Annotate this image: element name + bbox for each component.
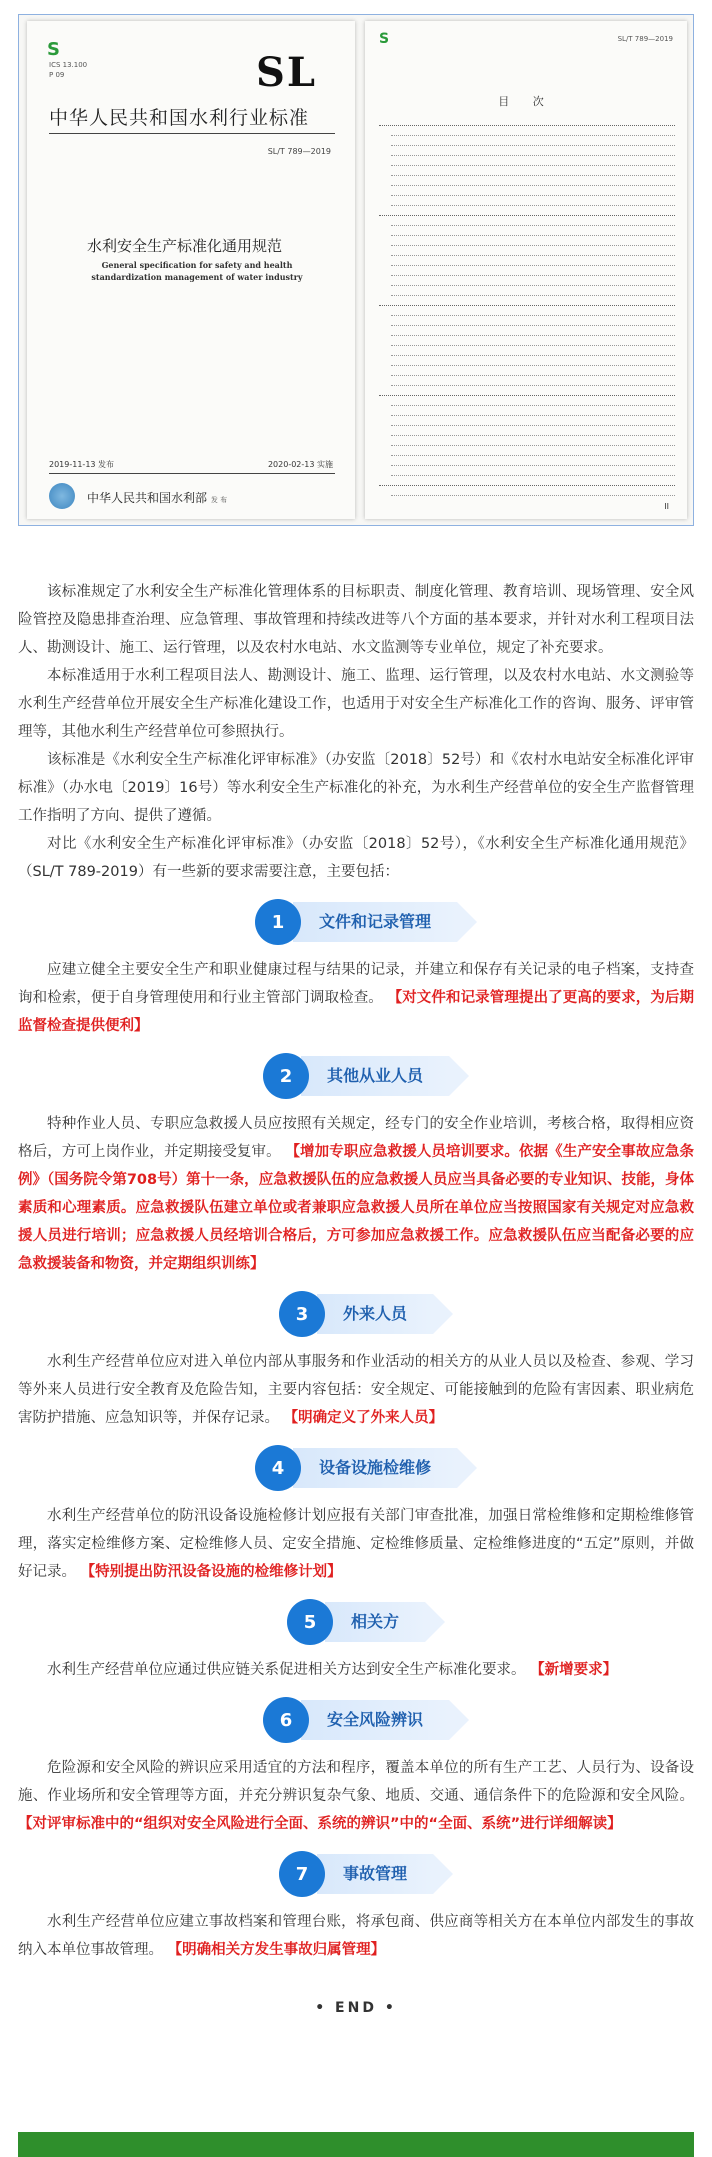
section-header: [18, 1594, 694, 1650]
toc-entry-line: [391, 175, 675, 177]
toc-entry-line: [391, 135, 675, 137]
toc-entry-line: [379, 485, 675, 487]
toc-entry-line: [391, 455, 675, 457]
toc-entry-line: [391, 195, 675, 197]
toc-entry-line: [391, 245, 675, 247]
section-header: [18, 1286, 694, 1342]
publisher-name: 中华人民共和国水利部: [87, 491, 208, 505]
toc-entry-line: [391, 335, 675, 337]
section-note: 【增加专职应急救援人员培训要求。依据《生产安全事故应急条例》（国务院令第708号）第十一条，应急救援队伍的应急救援人员应当具备必要的专业知识、技能，身体素质和心理素质。应急救援队伍建立单位或者兼职应急救援人员所在单位应当按照国家有关规定对应急救援人员进行培训；应急救援人员经培训合格后，方可参加应急救援工作。应急救援队伍应当配备必要的应急救援装备和物资，并定期组织训练】: [18, 1144, 695, 1272]
cover-title: 水利安全生产标准化通用规范: [87, 237, 283, 255]
toc-entry-line: [379, 125, 675, 127]
section-badge: [279, 1851, 433, 1897]
toc-entry-line: [391, 465, 675, 467]
section-header: [18, 1048, 694, 1104]
section-text: 水利生产经营单位的防汛设备设施检修计划应报有关部门审查批准，加强日常检维修和定期检维修管理，落实定检维修方案、定检维修人员、定安全措施、定检维修质量、定检维修进度的“五定”原则，并做好记录。: [18, 1508, 694, 1580]
section-number: 5: [287, 1599, 333, 1645]
cover-code: SL/T 789—2019: [267, 147, 331, 156]
section-text: 特种作业人员、专职应急救援人员应按照有关规定，经专门的安全作业培训，考核合格，取得相应资格后，方可上岗作业，并定期接受复审。: [18, 1116, 694, 1160]
intro-paragraph: 本标准适用于水利工程项目法人、勘测设计、施工、监理、运行管理，以及农村水电站、水文测验等水利生产经营单位开展安全生产标准化建设工作，也适用于对安全生产标准化工作的咨询、服务、评审管理等，其他水利生产经营单位可参照执行。: [18, 668, 694, 740]
section-title: 安全风险辨识: [301, 1700, 449, 1740]
section-text: 应建立健全主要安全生产和职业健康过程与结果的记录，并建立和保存有关记录的电子档案，支持查询和检索，便于自身管理使用和行业主管部门调取检查。: [18, 962, 694, 1006]
section-number: 1: [255, 899, 301, 945]
section-number: 4: [255, 1445, 301, 1491]
cover-rule: [49, 133, 335, 134]
section-number: 3: [279, 1291, 325, 1337]
toc-entry-line: [391, 235, 675, 237]
section-text: 水利生产经营单位应通过供应链关系促进相关方达到安全生产标准化要求。: [47, 1662, 526, 1678]
publisher-suffix: 发 布: [210, 496, 228, 504]
section-title: 文件和记录管理: [293, 902, 457, 942]
standard-cover-image: [18, 14, 694, 526]
toc-entry-line: [391, 295, 675, 297]
intro: [18, 578, 694, 886]
section-badge: [263, 1053, 449, 1099]
issue-date: 2019-11-13 发布: [49, 460, 115, 469]
section-badge: [279, 1291, 433, 1337]
toc-entry-line: [391, 145, 675, 147]
intro-paragraph: 该标准是《水利安全生产标准化评审标准》（办安监〔2018〕52号）和《农村水电站安全标准化评审标准》（办水电〔2019〕16号）等水利安全生产标准化的补充，为水利生产经营单位的安全生产监督管理工作指明了方向、提供了遵循。: [18, 752, 694, 824]
toc-entry-line: [391, 435, 675, 437]
section-text: 水利生产经营单位应建立事故档案和管理台账，将承包商、供应商等相关方在本单位内部发生的事故纳入本单位事故管理。: [18, 1914, 694, 1958]
standard-logo-icon: S: [47, 39, 60, 60]
toc-entry-line: [391, 415, 675, 417]
section-title: 其他从业人员: [301, 1056, 449, 1096]
toc-entry-line: [391, 275, 675, 277]
section-text: 水利生产经营单位应对进入单位内部从事服务和作业活动的相关方的从业人员以及检查、参观、学习等外来人员进行安全教育及危险告知，主要内容包括：安全规定、可能接触到的危险有害因素、职业病危害防护措施、应急知识等，并保存记录。: [18, 1354, 694, 1426]
section-text: 危险源和安全风险的辨识应采用适宜的方法和程序，覆盖本单位的所有生产工艺、人员行为、设备设施、作业场所和安全管理等方面，并充分辨识复杂气象、地质、交通、通信条件下的危险源和安全风险。: [18, 1760, 694, 1804]
section-note: 【明确定义了外来人员】: [283, 1410, 444, 1426]
standard-org: 中华人民共和国水利行业标准: [49, 107, 310, 129]
section-number: 6: [263, 1697, 309, 1743]
section-title: 设备设施检维修: [293, 1448, 457, 1488]
toc-entry-line: [391, 265, 675, 267]
cover-bottom-rule: [49, 473, 335, 474]
section-body: [18, 1348, 694, 1432]
sl-mark: SL: [255, 49, 317, 96]
toc-entry-line: [391, 425, 675, 427]
section-number: 2: [263, 1053, 309, 1099]
toc-entry-line: [391, 475, 675, 477]
toc-entry-line: [379, 395, 675, 397]
toc-entry-line: [391, 405, 675, 407]
toc-entry-line: [391, 365, 675, 367]
section-body: [18, 1754, 694, 1838]
end-mark: • END •: [315, 2000, 397, 2016]
toc-entry-line: [391, 325, 675, 327]
ministry-seal-icon: [49, 483, 75, 509]
ics-code: ICS 13.100: [49, 61, 88, 69]
section-header: [18, 1692, 694, 1748]
section-title: 外来人员: [317, 1294, 433, 1334]
section-body: [18, 956, 694, 1040]
section-note: 【特别提出防汛设备设施的检维修计划】: [80, 1564, 342, 1580]
toc-logo-icon: S: [379, 31, 390, 47]
toc-entry-line: [391, 255, 675, 257]
section-badge: [287, 1599, 425, 1645]
toc-entry-line: [391, 355, 675, 357]
sections-list: [18, 894, 694, 1964]
publisher: [87, 489, 227, 506]
section-header: [18, 1846, 694, 1902]
section-badge: [255, 899, 457, 945]
toc-entry-line: [391, 155, 675, 157]
section-note: 【明确相关方发生事故归属管理】: [167, 1942, 386, 1958]
toc-entry-line: [379, 305, 675, 307]
toc-code: SL/T 789—2019: [617, 35, 673, 43]
article-content: [18, 578, 694, 2016]
section-body: [18, 1656, 694, 1684]
intro-paragraph: 对比《水利安全生产标准化评审标准》（办安监〔2018〕52号），《水利安全生产标准化通用规范》（SL/T 789-2019）有一些新的要求需要注意，主要包括：: [18, 836, 694, 880]
toc-entry-line: [391, 315, 675, 317]
ccs-code: P 09: [49, 71, 65, 79]
toc-entry-line: [391, 375, 675, 377]
section-badge: [263, 1697, 449, 1743]
section-header: [18, 894, 694, 950]
toc-entry-line: [391, 345, 675, 347]
section-title: 相关方: [325, 1602, 425, 1642]
toc-page-number: II: [664, 502, 669, 511]
intro-paragraph: 该标准规定了水利安全生产标准化管理体系的目标职责、制度化管理、教育培训、现场管理、安全风险管控及隐患排查治理、应急管理、事故管理和持续改进等八个方面的基本要求，并针对水利工程项目法人、勘测设计、施工、运行管理，以及农村水电站、水文监测等专业单位，规定了补充要求。: [18, 584, 694, 656]
toc-title: 目 次: [498, 95, 554, 108]
toc-page: [365, 21, 687, 519]
section-header: [18, 1440, 694, 1496]
section-note: 【对文件和记录管理提出了更高的要求，为后期监督检查提供便利】: [18, 990, 695, 1034]
toc-entry-line: [391, 385, 675, 387]
toc-entry-line: [391, 225, 675, 227]
toc-entry-line: [391, 445, 675, 447]
footer-bar: [18, 2132, 694, 2157]
toc-entry-line: [391, 205, 675, 207]
section-note: 【新增要求】: [530, 1662, 618, 1678]
toc-entry-line: [391, 185, 675, 187]
toc-entry-line: [391, 285, 675, 287]
toc-entry-line: [379, 215, 675, 217]
section-body: [18, 1110, 694, 1278]
cover-title-en: General specification for safety and health standardization management of water industry: [91, 260, 303, 282]
section-body: [18, 1502, 694, 1586]
section-number: 7: [279, 1851, 325, 1897]
section-title: 事故管理: [317, 1854, 433, 1894]
cover-page: [27, 21, 355, 519]
section-note: 【对评审标准中的“组织对安全风险进行全面、系统的辨识”中的“全面、系统”进行详细解读】: [18, 1816, 622, 1832]
section-badge: [255, 1445, 457, 1491]
section-body: [18, 1908, 694, 1964]
impl-date: 2020-02-13 实施: [267, 460, 333, 469]
toc-entry-line: [391, 495, 675, 497]
toc-entry-line: [391, 165, 675, 167]
